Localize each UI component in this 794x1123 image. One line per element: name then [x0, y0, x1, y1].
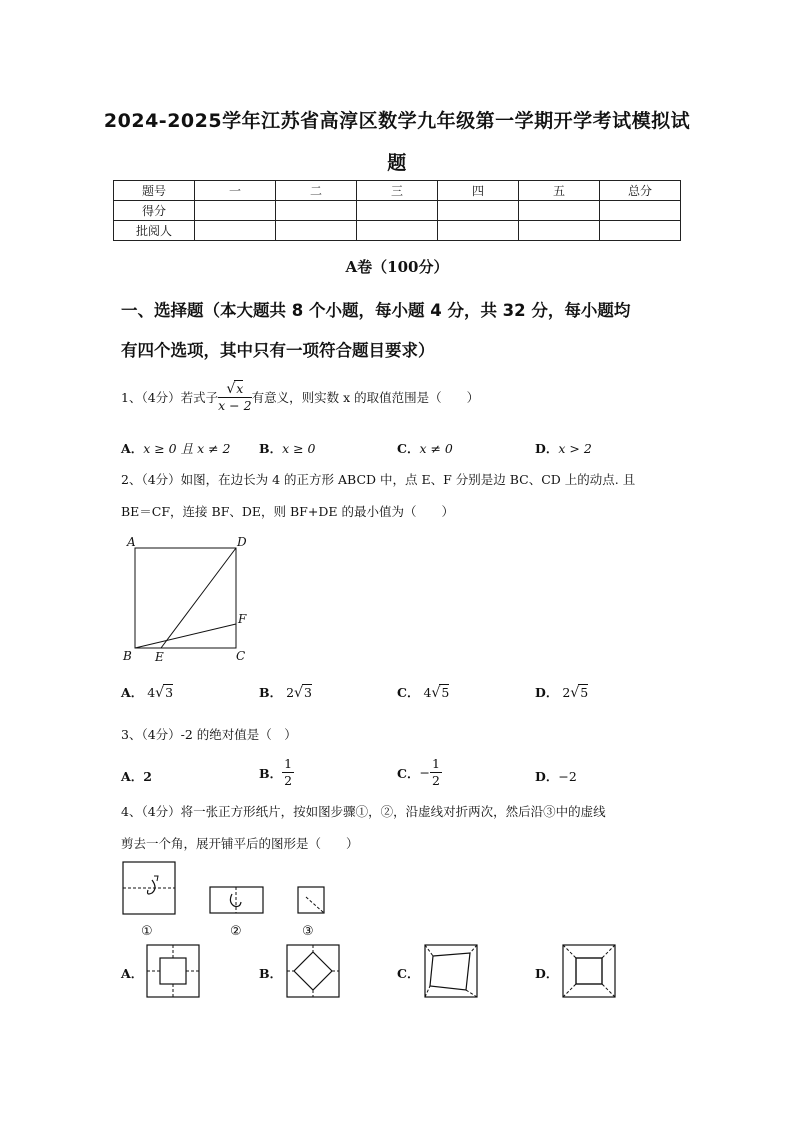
score-table	[113, 180, 681, 241]
option-sign: −	[419, 765, 430, 780]
step2-arrow-icon	[230, 894, 241, 907]
step2-rect	[210, 887, 263, 913]
option-label: A．	[121, 685, 144, 700]
question-1-fraction: $\frac{√x}{x - 2}$	[218, 381, 252, 413]
q2-option-a: A． 4√3	[121, 685, 174, 701]
table-cell: 三	[357, 181, 438, 201]
question-4-line1: 4、（4分）将一张正方形纸片，按如图步骤①，②，沿虚线对折两次，然后沿③中的虚线	[121, 804, 606, 819]
step1-arrowhead	[154, 876, 158, 881]
option-text: x ≥ 0 且 x ≠ 2	[143, 441, 231, 456]
option-fraction	[430, 756, 442, 789]
table-cell: 一	[195, 181, 276, 201]
label-b: B	[123, 649, 132, 663]
option-coef: 4	[147, 685, 156, 700]
option-label: D．	[535, 769, 559, 784]
square-outline	[135, 548, 236, 648]
label-d: D	[237, 535, 247, 549]
option-coef: 4	[423, 685, 432, 700]
q4-option-c-figure	[425, 945, 477, 997]
option-text: 2	[143, 769, 152, 784]
option-label: C．	[397, 441, 420, 456]
step1-square	[123, 862, 175, 914]
step1-label: ①	[141, 924, 153, 939]
section-1-heading-continued: 有四个选项，其中只有一项符合题目要求）	[121, 341, 435, 360]
option-text: x ≠ 0	[419, 441, 453, 456]
table-cell: 二	[276, 181, 357, 201]
table-cell: 总分	[600, 181, 681, 201]
section-1-heading: 一、选择题（本大题共 8 个小题，每小题 4 分，共 32 分，每小题均	[121, 301, 631, 320]
option-label: A．	[121, 769, 144, 784]
option-text: x ≥ 0	[282, 441, 316, 456]
q4-option-b-label: B．	[259, 966, 283, 981]
label-a: A	[127, 535, 136, 549]
segment-bf	[135, 624, 236, 648]
q4-option-a-figure	[147, 945, 199, 997]
option-label: D．	[535, 441, 559, 456]
option-label: C．	[397, 765, 420, 781]
segment-de	[161, 548, 236, 648]
fraction-numerator: x	[236, 381, 244, 396]
q4-option-d-label: D．	[535, 966, 559, 981]
score-table-row	[114, 221, 681, 241]
question-3: 3、（4分）-2 的绝对值是（ ）	[121, 727, 297, 742]
score-table-row	[114, 201, 681, 221]
table-cell	[600, 201, 681, 221]
option-radicand: 3	[303, 685, 312, 700]
option-label: D．	[535, 685, 559, 700]
table-cell	[357, 201, 438, 221]
option-text: x > 2	[558, 441, 592, 456]
table-cell: 批阅人	[114, 221, 195, 241]
q4-option-d-figure	[563, 945, 615, 997]
step3-square	[298, 887, 324, 913]
table-cell	[600, 221, 681, 241]
option-label: C．	[397, 685, 420, 700]
table-cell: 五	[519, 181, 600, 201]
table-cell	[276, 221, 357, 241]
option-radicand: 3	[165, 685, 174, 700]
question-4-line2: 剪去一个角，展开铺平后的图形是（ ）	[121, 836, 359, 851]
page-title-continued: 题	[387, 152, 407, 174]
label-c: C	[236, 649, 246, 663]
table-cell	[195, 201, 276, 221]
q4-option-b-figure	[287, 945, 339, 997]
score-table-header-row	[114, 181, 681, 201]
option-label: B．	[259, 765, 283, 781]
q2-option-c: C． 4√5	[397, 685, 450, 701]
fraction-numerator: 1	[431, 756, 440, 771]
option-label: B．	[259, 685, 283, 700]
option-radicand: 5	[580, 685, 589, 700]
option-coef: 2	[286, 685, 295, 700]
option-fraction	[282, 756, 294, 789]
q1-option-d	[535, 439, 592, 457]
q3-option-a	[121, 767, 152, 785]
fraction-denominator: x − 2	[218, 398, 252, 413]
table-cell: 题号	[114, 181, 195, 201]
label-e: E	[155, 650, 164, 664]
table-cell	[195, 221, 276, 241]
option-coef: 2	[562, 685, 571, 700]
question-1-suffix: 有意义，则实数 x 的取值范围是（ ）	[251, 390, 480, 405]
q4-option-a-label: A．	[121, 966, 144, 981]
table-cell	[519, 221, 600, 241]
question-2-line2: BE＝CF，连接 BF、DE，则 BF+DE 的最小值为（ ）	[121, 504, 454, 519]
option-text: −2	[558, 769, 577, 784]
step1-arrow-icon	[148, 880, 156, 894]
fraction-numerator: 1	[284, 756, 293, 771]
step3-label: ③	[302, 924, 314, 939]
q3-option-b	[259, 756, 294, 789]
table-cell	[519, 201, 600, 221]
q2-option-d: D． 2√5	[535, 685, 589, 701]
question-2-line1: 2、（4分）如图，在边长为 4 的正方形 ABCD 中，点 E、F 分别是边 BC、CD 上的动点. 且	[121, 472, 636, 487]
page-title: 2024-2025学年江苏省高淳区数学九年级第一学期开学考试模拟试	[103, 110, 691, 132]
section-a-heading: A卷（100分）	[345, 258, 449, 276]
step3-cut-line	[306, 897, 324, 913]
table-cell	[357, 221, 438, 241]
fraction-denominator: 2	[284, 773, 293, 788]
question-1-prefix: 1、（4分）若式子	[121, 390, 219, 405]
table-cell	[276, 201, 357, 221]
q1-option-b	[259, 439, 316, 457]
table-cell: 得分	[114, 201, 195, 221]
q1-option-a	[121, 439, 231, 457]
option-radicand: 5	[441, 685, 450, 700]
table-cell	[438, 201, 519, 221]
step2-label: ②	[230, 924, 242, 939]
q3-option-d	[535, 767, 577, 785]
table-cell	[438, 221, 519, 241]
option-label: A．	[121, 441, 144, 456]
q1-option-c	[397, 439, 453, 457]
label-f: F	[238, 612, 247, 626]
q2-option-b: B． 2√3	[259, 685, 312, 701]
option-label: B．	[259, 441, 283, 456]
q4-option-c-label: C．	[397, 966, 420, 981]
table-cell: 四	[438, 181, 519, 201]
q3-option-c	[397, 756, 442, 789]
question-1	[121, 380, 479, 414]
fraction-denominator: 2	[431, 773, 440, 788]
